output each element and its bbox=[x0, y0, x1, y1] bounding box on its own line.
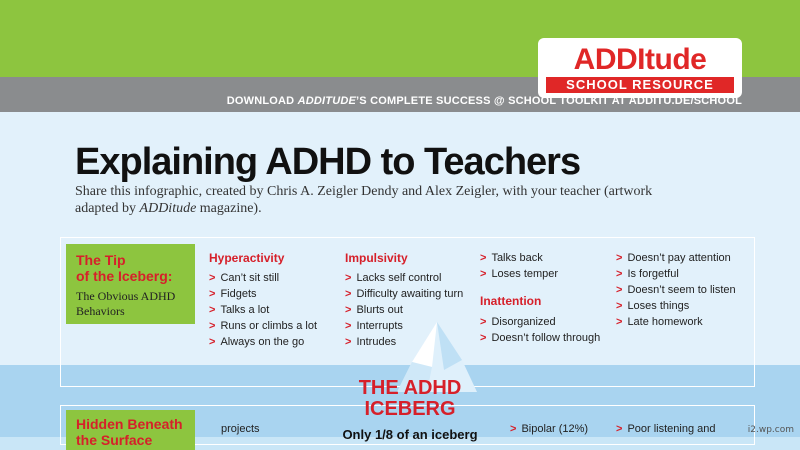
tip-title bbox=[76, 252, 195, 284]
iceberg-title-line1: THE ADHD bbox=[358, 377, 462, 399]
list-item: > Is forgetful bbox=[616, 266, 736, 282]
list-item: > Can’t sit still bbox=[209, 270, 317, 286]
tip-title-line1: The Tip bbox=[76, 252, 126, 268]
list-item: > Interrupts bbox=[345, 318, 463, 334]
tip-sub-line1: The Obvious ADHD bbox=[76, 289, 176, 303]
hidden-title-line2: the Surface bbox=[76, 432, 153, 448]
list-item: > Blurts out bbox=[345, 302, 463, 318]
list-item: > Intrudes bbox=[345, 334, 463, 350]
tip-title-line2: of the Iceberg: bbox=[76, 268, 173, 284]
iceberg-subtitle: Only 1/8 of an iceberg bbox=[342, 427, 478, 442]
logo-subtitle: SCHOOL RESOURCE bbox=[546, 77, 734, 93]
list-item: > Loses things bbox=[616, 298, 736, 314]
inattention-heading: Inattention bbox=[480, 294, 542, 308]
tip-subtitle bbox=[76, 289, 195, 319]
list-item: > Runs or climbs a lot bbox=[209, 318, 317, 334]
tip-of-iceberg-box bbox=[66, 244, 195, 324]
hyperactivity-heading: Hyperactivity bbox=[209, 251, 285, 265]
list-item: > Doesn’t pay attention bbox=[616, 250, 736, 266]
download-banner[interactable] bbox=[227, 95, 742, 107]
list-item: > Talks a lot bbox=[209, 302, 317, 318]
watermark-text: i2.wp.com bbox=[747, 425, 794, 435]
banner-brand: ADDITUDE bbox=[297, 95, 357, 107]
list-item: > Doesn’t follow through bbox=[480, 330, 600, 346]
additude-logo[interactable] bbox=[538, 38, 742, 98]
hidden-title-line1: Hidden Beneath bbox=[76, 416, 183, 432]
hyperactivity-column bbox=[209, 251, 317, 350]
list-item: > Always on the go bbox=[209, 334, 317, 350]
page-title: Explaining ADHD to Teachers bbox=[75, 141, 581, 183]
intro-text bbox=[75, 183, 675, 217]
hidden-beneath-box bbox=[66, 410, 195, 450]
list-item: > Lacks self control bbox=[345, 270, 463, 286]
tip-sub-line2: Behaviors bbox=[76, 304, 125, 318]
list-item: > Doesn’t seem to listen bbox=[616, 282, 736, 298]
inattention-continued-column bbox=[616, 250, 736, 330]
intro-magazine-name: ADDitude bbox=[139, 201, 197, 216]
list-item: > Bipolar (12%) bbox=[510, 421, 588, 437]
iceberg-title-line2: ICEBERG bbox=[364, 398, 456, 420]
list-item: > Disorganized bbox=[480, 314, 600, 330]
banner-rest: ’S COMPLETE SUCCESS @ SCHOOL TOOLKIT AT ADDITU.DE/SCHOOL bbox=[356, 95, 742, 107]
intro-part-b: magazine). bbox=[196, 201, 262, 216]
impulsivity-continued-column bbox=[480, 250, 600, 346]
list-item: > Difficulty awaiting turn bbox=[345, 286, 463, 302]
intro-part-a: Share this infographic, created by Chris A. Zeigler Dendy and Alex Zeigler, with your teacher (artwork adapted by bbox=[75, 184, 653, 216]
list-item: > Loses temper bbox=[480, 266, 600, 282]
iceberg-title bbox=[330, 378, 490, 420]
list-item: > Talks back bbox=[480, 250, 600, 266]
impulsivity-heading: Impulsivity bbox=[345, 251, 408, 265]
logo-wordmark: ADDItude bbox=[573, 43, 707, 76]
list-item: > Poor listening and bbox=[616, 421, 716, 437]
list-item: > Late homework bbox=[616, 314, 736, 330]
hidden-col1-text: projects bbox=[221, 423, 260, 435]
banner-prefix: DOWNLOAD bbox=[226, 95, 298, 107]
list-item: > Fidgets bbox=[209, 286, 317, 302]
